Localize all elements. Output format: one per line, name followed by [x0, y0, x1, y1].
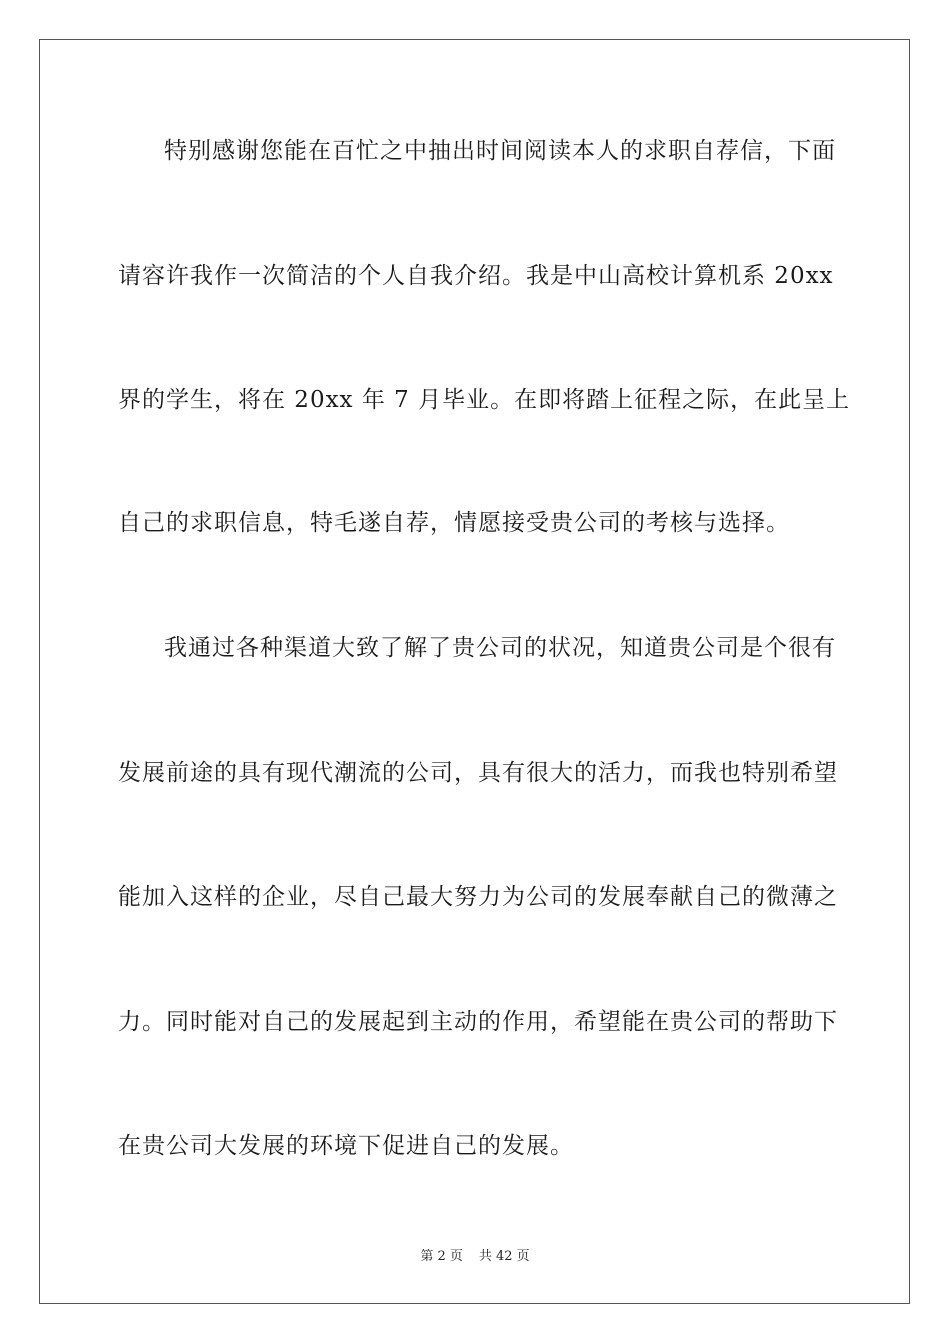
page-total: 共 42 页	[478, 1249, 530, 1264]
page-footer	[0, 1248, 950, 1266]
paragraph-2-line-1: 我通过各种渠道大致了解了贵公司的状况，知道贵公司是个很有	[164, 635, 836, 661]
page-border	[39, 39, 910, 1304]
paragraph-2-line-4: 力。同时能对自己的发展起到主动的作用，希望能在贵公司的帮助下	[118, 1009, 838, 1035]
paragraph-1-line-3: 界的学生，将在 20xx 年 7 月毕业。在即将踏上征程之际，在此呈上	[118, 387, 851, 413]
paragraph-1-line-1: 特别感谢您能在百忙之中抽出时间阅读本人的求职自荐信，下面	[164, 138, 836, 164]
paragraph-1-line-4: 自己的求职信息，特毛遂自荐，情愿接受贵公司的考核与选择。	[118, 510, 790, 536]
paragraph-1-line-2: 请容许我作一次简洁的个人自我介绍。我是中山高校计算机系 20xx	[118, 263, 834, 289]
paragraph-2-line-3: 能加入这样的企业，尽自己最大努力为公司的发展奉献自己的微薄之	[118, 884, 838, 910]
paragraph-2-line-5: 在贵公司大发展的环境下促进自己的发展。	[118, 1133, 574, 1159]
paragraph-2-line-2: 发展前途的具有现代潮流的公司，具有很大的活力，而我也特别希望	[118, 760, 838, 786]
page-number: 第 2 页	[420, 1249, 463, 1264]
